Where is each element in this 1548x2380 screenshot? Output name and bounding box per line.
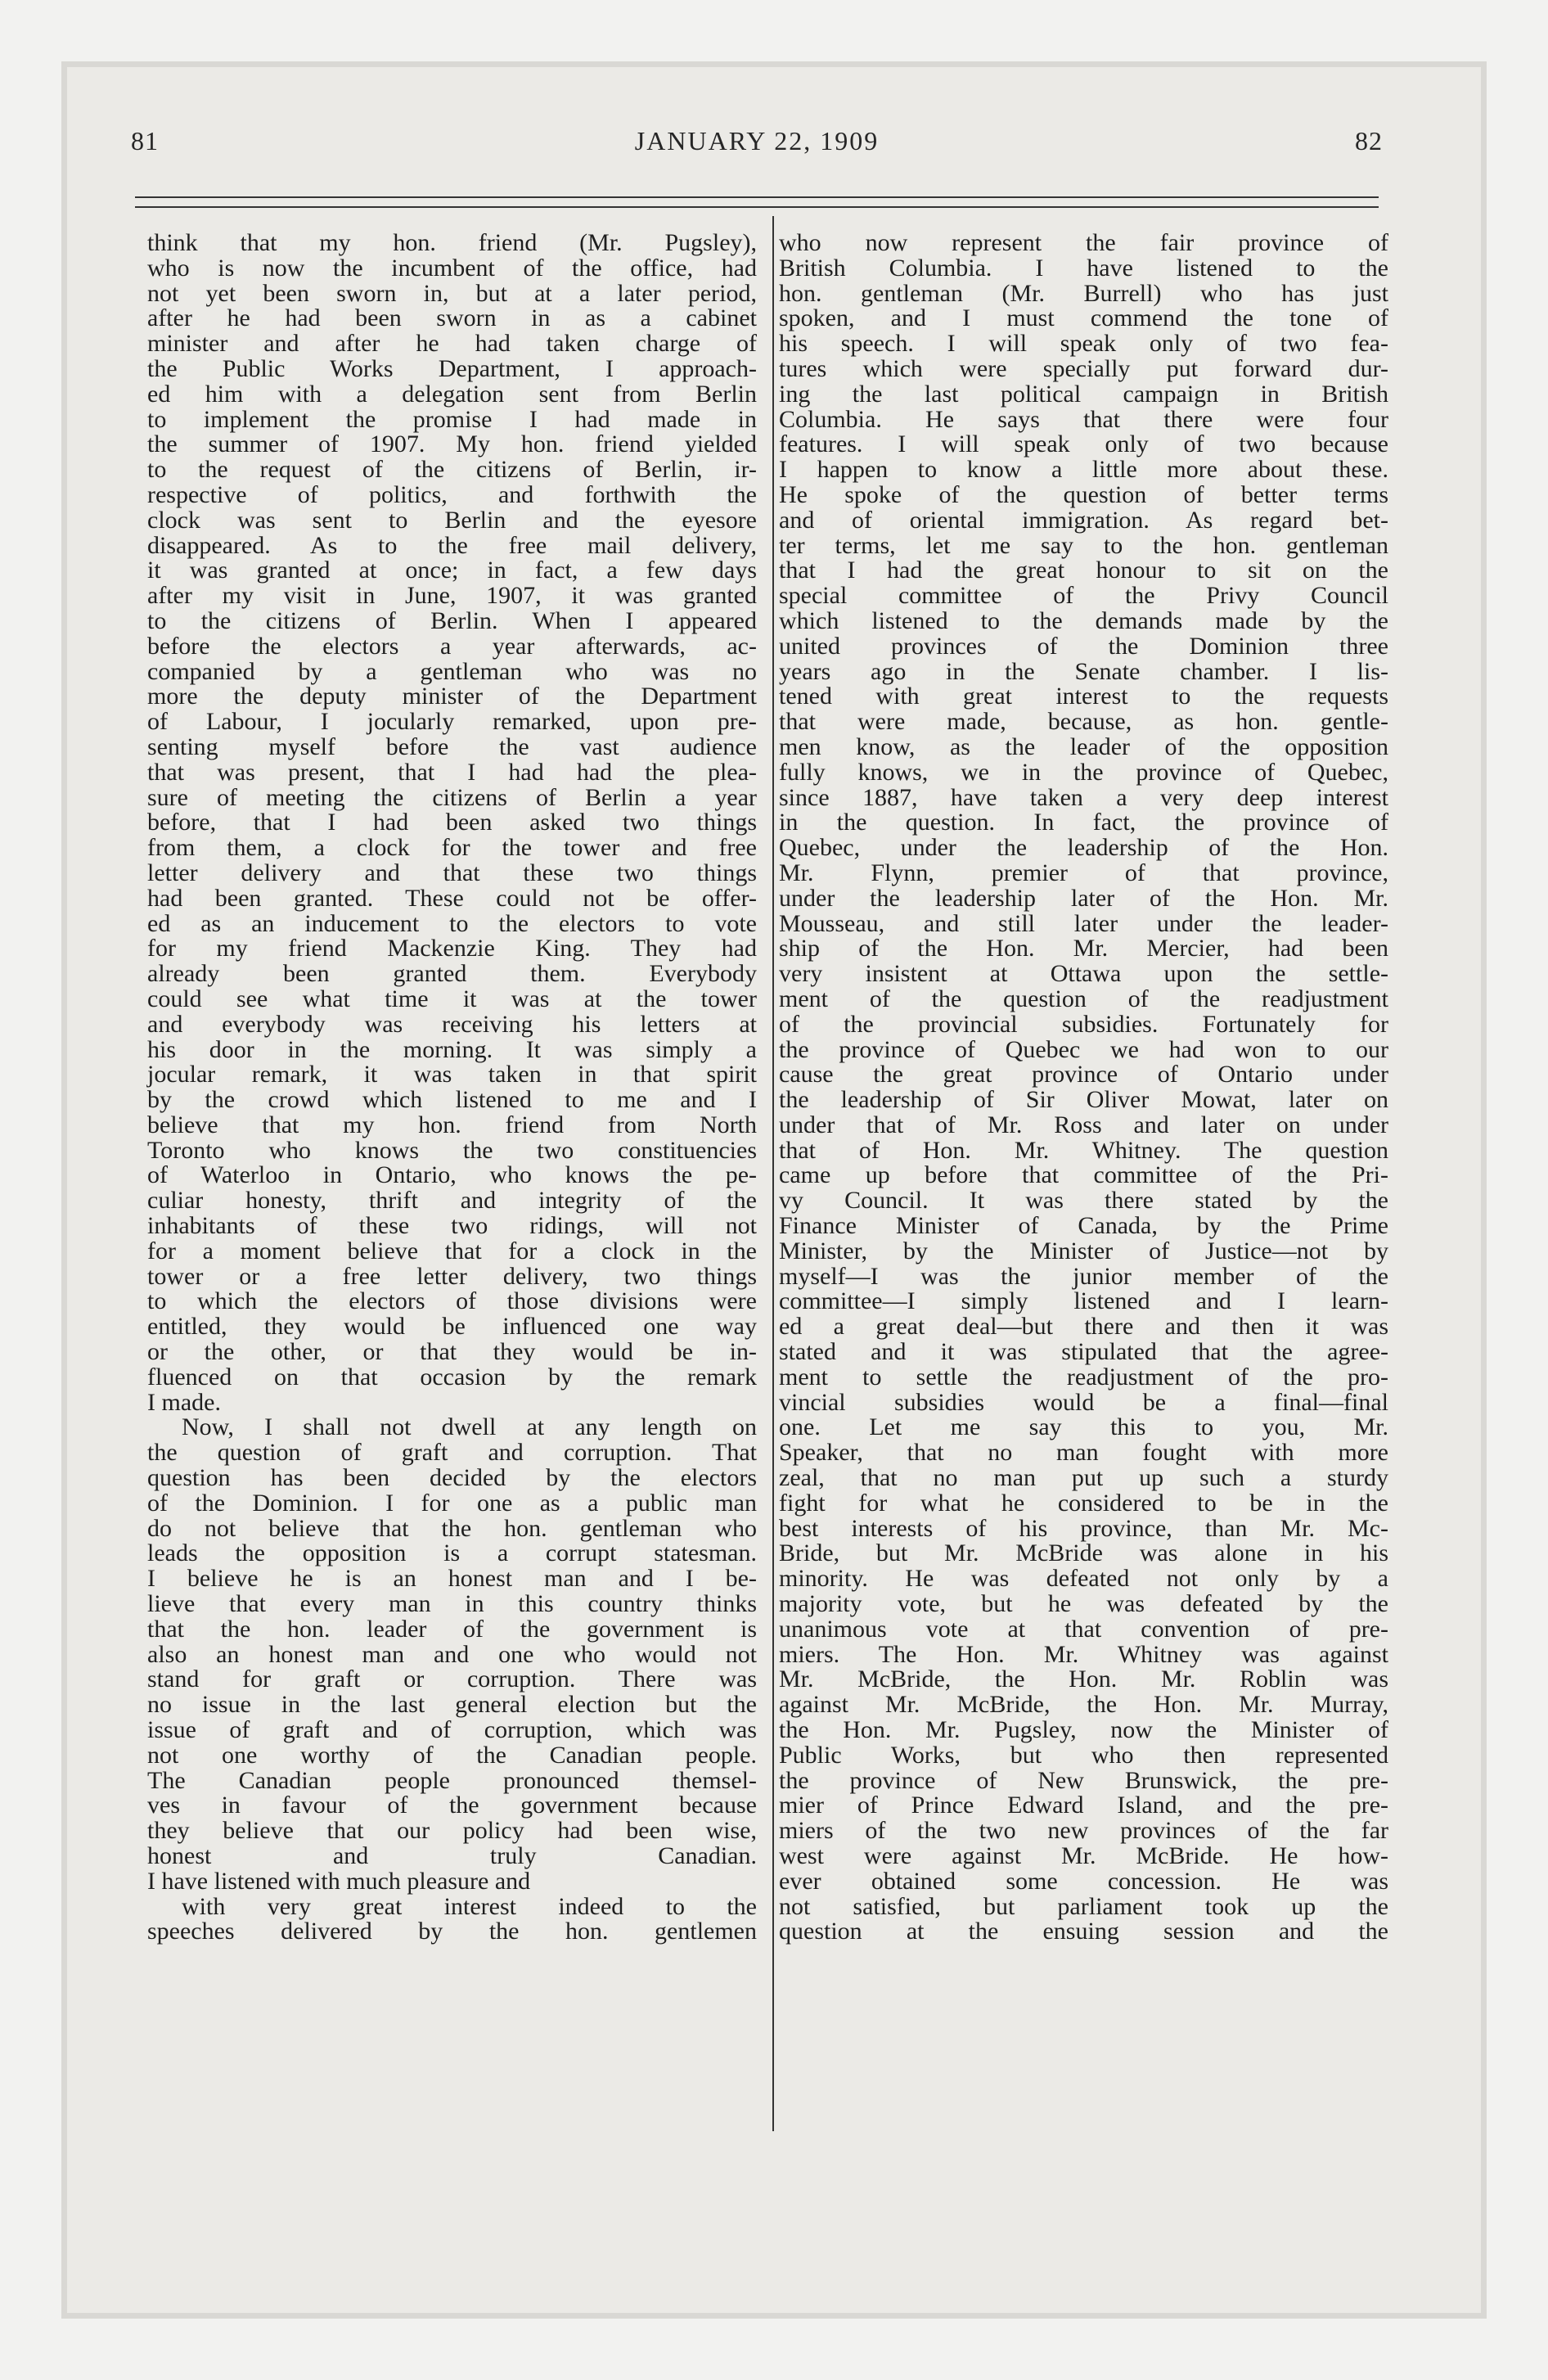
right-column-text-line: his speech. I will speak only of two fea- (779, 330, 1388, 358)
left-column-text-line: of the Dominion. I for one as a public man (147, 1489, 757, 1517)
right-column-text-line: Bride, but Mr. McBride was alone in his (779, 1539, 1388, 1567)
left-column-text-line: believe that my hon. friend from North (147, 1111, 757, 1138)
right-column-text-line: I happen to know a little more about these. (779, 456, 1388, 484)
left-column-text-line: not yet been sworn in, but at a later period, (147, 279, 757, 307)
right-column-text-line: Columbia. He says that there were four (779, 405, 1388, 433)
left-column-text-line: letter delivery and that these two things (147, 859, 757, 886)
right-column-text-line: came up before that committee of the Pri- (779, 1161, 1388, 1189)
left-column-text-line: culiar honesty, thrift and integrity of the (147, 1187, 757, 1215)
left-column-text-line: The Canadian people pronounced themsel- (147, 1766, 757, 1794)
right-column-text-line: zeal, that no man put up such a sturdy (779, 1464, 1388, 1492)
left-column-text-line: his door in the morning. It was simply a (147, 1035, 757, 1063)
left-column-text-line: with very great interest indeed to the (182, 1892, 757, 1920)
left-column-text-line: more the deputy minister of the Department (147, 683, 757, 710)
right-column-text-line: one. Let me say this to you, Mr. (779, 1413, 1388, 1441)
left-column-text-line: ves in favour of the government because (147, 1792, 757, 1819)
left-column-text-line: after he had been sworn in as a cabinet (147, 304, 757, 332)
left-column-text-line: the summer of 1907. My hon. friend yielded (147, 430, 757, 458)
left-column-text-line: lieve that every man in this country thinks (147, 1590, 757, 1618)
left-column-text-line: clock was sent to Berlin and the eyesore (147, 506, 757, 534)
right-column-text-line: British Columbia. I have listened to the (779, 254, 1388, 282)
right-column-text-line: mier of Prince Edward Island, and the pre- (779, 1792, 1388, 1819)
left-column-text-line: of Labour, I jocularly remarked, upon pre- (147, 708, 757, 736)
right-column-text-line: fully knows, we in the province of Quebec, (779, 758, 1388, 786)
left-column (147, 231, 757, 1945)
right-column-text-line: spoken, and I must commend the tone of (779, 304, 1388, 332)
right-column-text-line: ing the last political campaign in British (779, 380, 1388, 408)
right-column-text-line: years ago in the Senate chamber. I lis- (779, 657, 1388, 685)
right-column-text-line: Quebec, under the leadership of the Hon. (779, 834, 1388, 862)
right-column-text-line: minority. He was defeated not only by a (779, 1565, 1388, 1593)
right-column-text-line: hon. gentleman (Mr. Burrell) who has just (779, 279, 1388, 307)
left-column-text-line: honest and truly Canadian. (147, 1842, 757, 1869)
right-column-text-line: since 1887, have taken a very deep interest (779, 783, 1388, 811)
left-column-text-line: Toronto who knows the two constituencies (147, 1136, 757, 1164)
left-column-text-line: to the citizens of Berlin. When I appeared (147, 606, 757, 634)
left-column-text-line: I made. (147, 1388, 221, 1416)
right-column-text-line: united provinces of the Dominion three (779, 632, 1388, 660)
right-column-text-line: the leadership of Sir Oliver Mowat, later on (779, 1086, 1388, 1114)
left-column-text-line: I have listened with much pleasure and (147, 1867, 531, 1895)
right-column-text-line: majority vote, but he was defeated by the (779, 1590, 1388, 1618)
left-column-text-line: for a moment believe that for a clock in the (147, 1237, 757, 1264)
right-column-text-line: vincial subsidies would be a final—final (779, 1388, 1388, 1416)
right-column-text-line: Mousseau, and still later under the leader- (779, 909, 1388, 937)
left-column-text-line: and everybody was receiving his letters at (147, 1010, 757, 1038)
left-column-text-line: the Public Works Department, I approach- (147, 354, 757, 382)
left-column-text-line: to implement the promise I had made in (147, 405, 757, 433)
left-column-text-line: also an honest man and one who would not (147, 1640, 757, 1668)
left-column-text-line: no issue in the last general election but the (147, 1691, 757, 1719)
left-column-text-line: after my visit in June, 1907, it was granted (147, 582, 757, 610)
right-column-text-line: that of Hon. Mr. Whitney. The question (779, 1136, 1388, 1164)
left-column-text-line: senting myself before the vast audience (147, 732, 757, 760)
left-column-text-line: jocular remark, it was taken in that spirit (147, 1061, 757, 1089)
right-column-text-line: that I had the great honour to sit on the (779, 557, 1388, 584)
right-column-text-line: He spoke of the question of better terms (779, 480, 1388, 508)
right-column-text-line: myself—I was the junior member of the (779, 1262, 1388, 1290)
right-column-text-line: special committee of the Privy Council (779, 582, 1388, 610)
right-column-text-line: fight for what he considered to be in the (779, 1489, 1388, 1517)
left-column-text-line: minister and after he had taken charge of (147, 330, 757, 358)
left-column-text-line: to which the electors of those divisions were (147, 1287, 757, 1315)
right-column-text-line: the province of Quebec we had won to our (779, 1035, 1388, 1063)
right-column-text-line: miers. The Hon. Mr. Whitney was against (779, 1640, 1388, 1668)
right-column-text-line: ment to settle the readjustment of the pro- (779, 1363, 1388, 1391)
right-column-text-line: ed a great deal—but there and then it was (779, 1313, 1388, 1341)
right-column-text-line: tures which were specially put forward dur- (779, 354, 1388, 382)
left-column-text-line: I believe he is an honest man and I be- (147, 1565, 757, 1593)
left-column-text-line: speeches delivered by the hon. gentlemen (147, 1918, 757, 1945)
right-column-text-line: Minister, by the Minister of Justice—not by (779, 1237, 1388, 1264)
left-column-text-line: or the other, or that they would be in- (147, 1338, 757, 1366)
left-column-text-line: before the electors a year afterwards, ac- (147, 632, 757, 660)
left-column-text-line: before, that I had been asked two things (147, 809, 757, 836)
right-column-text-line: against Mr. McBride, the Hon. Mr. Murray, (779, 1691, 1388, 1719)
left-column-text-line: ed him with a delegation sent from Berlin (147, 380, 757, 408)
left-column-text-line: from them, a clock for the tower and free (147, 834, 757, 862)
page-header (131, 121, 1383, 162)
left-column-text-line: sure of meeting the citizens of Berlin a year (147, 783, 757, 811)
left-column-text-line: ed as an inducement to the electors to vote (147, 909, 757, 937)
right-column-text-line: cause the great province of Ontario under (779, 1061, 1388, 1089)
right-column-text-line: question at the ensuing session and the (779, 1918, 1388, 1945)
left-column-text-line: to the request of the citizens of Berlin, ir- (147, 456, 757, 484)
right-column-text-line: ever obtained some concession. He was (779, 1867, 1388, 1895)
page-title: JANUARY 22, 1909 (634, 126, 880, 156)
left-column-text-line: leads the opposition is a corrupt statesman. (147, 1539, 757, 1567)
right-column-text-line: ship of the Hon. Mr. Mercier, had been (779, 935, 1388, 962)
left-column-text-line: inhabitants of these two ridings, will not (147, 1212, 757, 1240)
right-column-text-line: that were made, because, as hon. gentle- (779, 708, 1388, 736)
right-column-text-line: Public Works, but who then represented (779, 1741, 1388, 1769)
right-column-text-line: stated and it was stipulated that the agree- (779, 1338, 1388, 1366)
right-column-text-line: who now represent the fair province of (779, 229, 1388, 256)
left-column-text-line: who is now the incumbent of the office, had (147, 254, 757, 282)
right-column-text-line: Mr. McBride, the Hon. Mr. Roblin was (779, 1666, 1388, 1693)
left-column-text-line: it was granted at once; in fact, a few days (147, 557, 757, 584)
right-column-text-line: Speaker, that no man fought with more (779, 1439, 1388, 1467)
right-column-text-line: ter terms, let me say to the hon. gentleman (779, 531, 1388, 559)
column-divider (772, 216, 774, 2131)
right-column-text-line: under the leadership later of the Hon. Mr. (779, 884, 1388, 912)
left-column-text-line: entitled, they would be influenced one way (147, 1313, 757, 1341)
right-column-text-line: and of oriental immigration. As regard bet- (779, 506, 1388, 534)
right-column-text-line: Finance Minister of Canada, by the Prime (779, 1212, 1388, 1240)
right-column-text-line: men know, as the leader of the opposition (779, 732, 1388, 760)
right-column-text-line: best interests of his province, than Mr. Mc- (779, 1514, 1388, 1542)
right-column-text-line: very insistent at Ottawa upon the settle- (779, 960, 1388, 988)
right-column-text-line: not satisfied, but parliament took up the (779, 1892, 1388, 1920)
left-column-text-line: do not believe that the hon. gentleman who (147, 1514, 757, 1542)
right-column-text-line: under that of Mr. Ross and later on under (779, 1111, 1388, 1138)
left-column-text-line: by the crowd which listened to me and I (147, 1086, 757, 1114)
left-column-text-line: companied by a gentleman who was no (147, 657, 757, 685)
right-column-text-line: the province of New Brunswick, the pre- (779, 1766, 1388, 1794)
left-column-text-line: question has been decided by the electors (147, 1464, 757, 1492)
left-column-text-line: Now, I shall not dwell at any length on (182, 1413, 757, 1441)
left-column-text-line: for my friend Mackenzie King. They had (147, 935, 757, 962)
right-column-text-line: committee—I simply listened and I learn- (779, 1287, 1388, 1315)
left-column-text-line: that was present, that I had had the plea- (147, 758, 757, 786)
right-column-text-line: vy Council. It was there stated by the (779, 1187, 1388, 1215)
right-column-text-line: which listened to the demands made by the (779, 606, 1388, 634)
left-column-text-line: not one worthy of the Canadian people. (147, 1741, 757, 1769)
left-column-text-line: fluenced on that occasion by the remark (147, 1363, 757, 1391)
header-rule (135, 196, 1379, 208)
right-page-number: 82 (1355, 126, 1383, 156)
right-column-text-line: unanimous vote at that convention of pre- (779, 1615, 1388, 1643)
left-column-text-line: could see what time it was at the tower (147, 985, 757, 1012)
right-column (779, 231, 1388, 1945)
left-column-text-line: already been granted them. Everybody (147, 960, 757, 988)
left-column-text-line: the question of graft and corruption. That (147, 1439, 757, 1467)
left-page-number: 81 (131, 126, 159, 156)
left-column-text-line: tower or a free letter delivery, two things (147, 1262, 757, 1290)
left-column-text-line: think that my hon. friend (Mr. Pugsley), (147, 229, 757, 256)
left-column-text-line: stand for graft or corruption. There was (147, 1666, 757, 1693)
right-column-text-line: features. I will speak only of two because (779, 430, 1388, 458)
left-column-text-line: disappeared. As to the free mail delivery, (147, 531, 757, 559)
right-column-text-line: miers of the two new provinces of the far (779, 1817, 1388, 1845)
right-column-text-line: tened with great interest to the requests (779, 683, 1388, 710)
left-column-text-line: they believe that our policy had been wise, (147, 1817, 757, 1845)
right-column-text-line: the Hon. Mr. Pugsley, now the Minister of (779, 1716, 1388, 1744)
right-column-text-line: Mr. Flynn, premier of that province, (779, 859, 1388, 886)
left-column-text-line: that the hon. leader of the government is (147, 1615, 757, 1643)
right-column-text-line: ment of the question of the readjustment (779, 985, 1388, 1012)
right-column-text-line: of the provincial subsidies. Fortunately for (779, 1010, 1388, 1038)
left-column-text-line: issue of graft and of corruption, which was (147, 1716, 757, 1744)
right-column-text-line: west were against Mr. McBride. He how- (779, 1842, 1388, 1869)
left-column-text-line: of Waterloo in Ontario, who knows the pe- (147, 1161, 757, 1189)
left-column-text-line: had been granted. These could not be offer- (147, 884, 757, 912)
left-column-text-line: respective of politics, and forthwith the (147, 480, 757, 508)
right-column-text-line: in the question. In fact, the province of (779, 809, 1388, 836)
